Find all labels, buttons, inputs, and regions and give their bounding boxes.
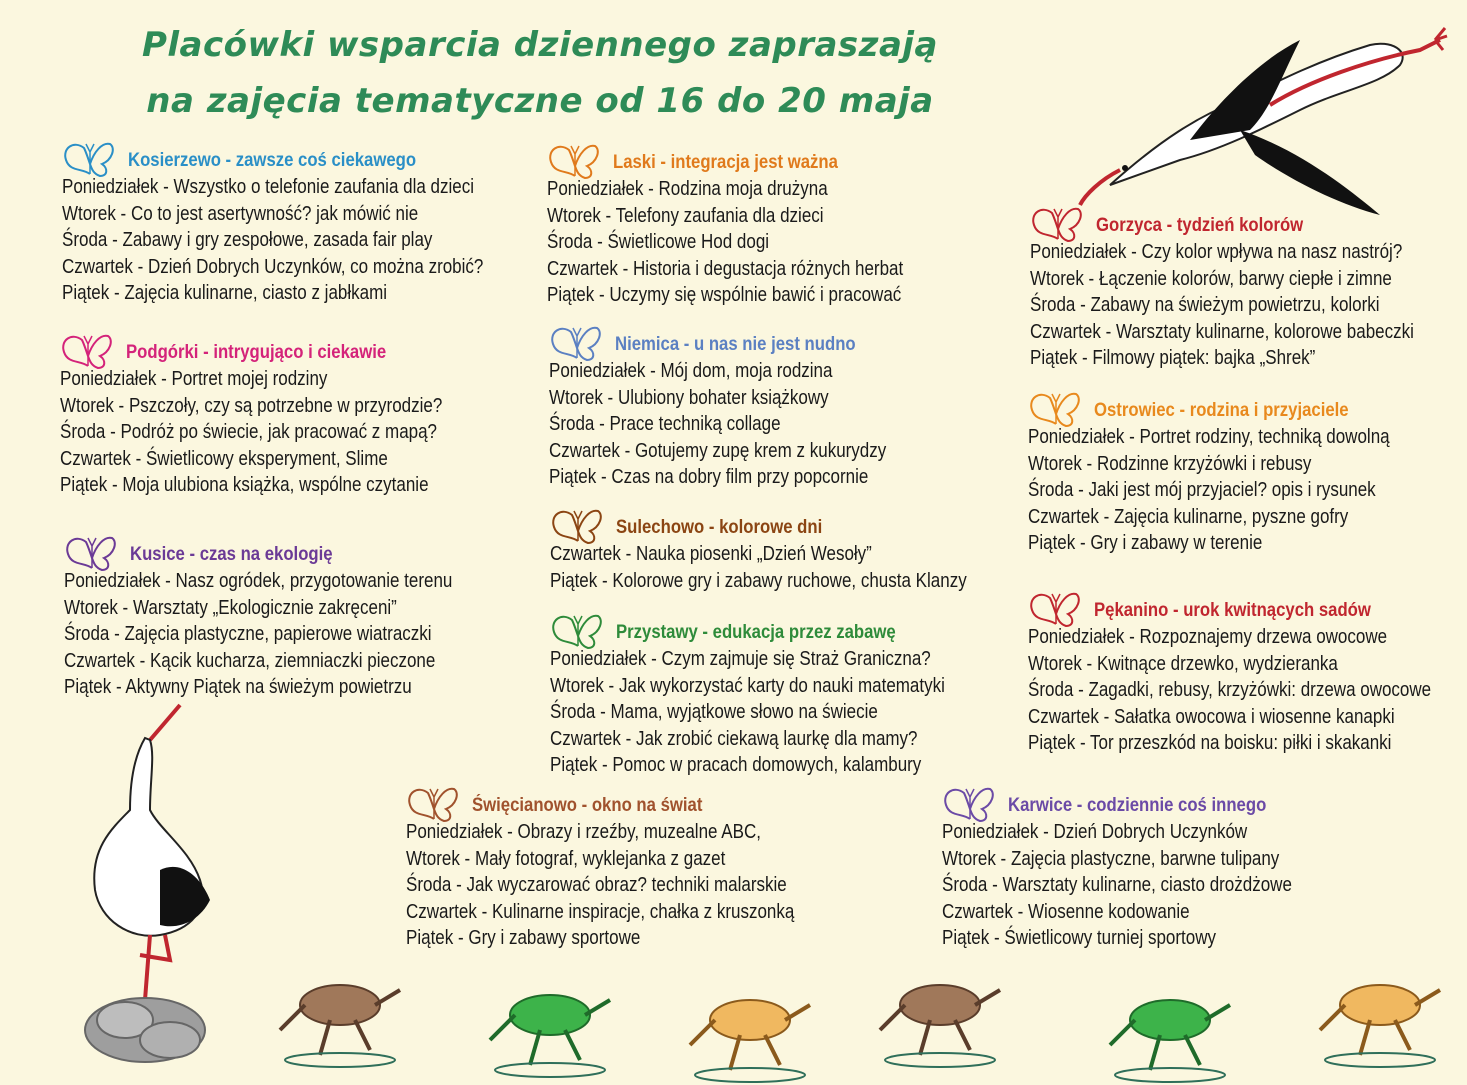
block-heading-text: Gorzyca - tydzień kolorów <box>1096 215 1304 236</box>
schedule-block <box>550 610 1015 779</box>
schedule-item: Czwartek - Historia i degustacja różnych herbat <box>547 257 904 280</box>
schedule-block <box>406 783 863 952</box>
schedule-item: Czwartek - Dzień Dobrych Uczynków, co można zrobić? <box>62 255 484 278</box>
block-heading-text: Kosierzewo - zawsze coś ciekawego <box>128 150 417 171</box>
schedule-item: Czwartek - Sałatka owocowa i wiosenne kanapki <box>1028 705 1395 728</box>
schedule-item: Wtorek - Pszczoły, czy są potrzebne w przyrodzie? <box>60 394 443 417</box>
butterfly-icon <box>1028 588 1084 628</box>
block-heading-text: Przystawy - edukacja przez zabawę <box>616 622 896 643</box>
block-heading-text: Ostrowiec - rodzina i przyjaciele <box>1094 400 1349 421</box>
block-heading <box>406 783 863 819</box>
schedule-item: Poniedziałek - Czy kolor wpływa na nasz nastrój? <box>1030 241 1403 263</box>
block-heading-text: Laski - integracja jest ważna <box>613 152 838 173</box>
butterfly-icon <box>550 610 606 650</box>
schedule-item: Poniedziałek - Rozpoznajemy drzewa owocowe <box>1028 626 1388 648</box>
block-heading <box>550 610 1015 646</box>
schedule-item: Poniedziałek - Obrazy i rzeźby, muzealne ABC, <box>406 821 761 843</box>
frog-yellow-icon <box>680 975 820 1085</box>
schedule-block <box>1028 388 1453 557</box>
butterfly-icon <box>406 783 462 823</box>
page-title-line-1: Placówki wsparcia dziennego zapraszają <box>141 25 939 65</box>
block-heading <box>62 138 558 174</box>
schedule-item: Poniedziałek - Dzień Dobrych Uczynków <box>942 821 1248 843</box>
schedule-item: Piątek - Gry i zabawy sportowe <box>406 927 641 949</box>
schedule-item: Środa - Jak wyczarować obraz? techniki malarskie <box>406 874 787 896</box>
schedule-item: Wtorek - Warsztaty „Ekologicznie zakręceni” <box>64 596 397 619</box>
schedule-item: Środa - Zabawy na świeżym powietrzu, kolorki <box>1030 294 1380 316</box>
schedule-block <box>62 138 558 307</box>
schedule-block <box>1030 203 1467 372</box>
schedule-item: Czwartek - Jak zrobić ciekawą laurkę dla mamy? <box>550 727 918 750</box>
schedule-item: Piątek - Kolorowe gry i zabawy ruchowe, chusta Klanzy <box>550 569 967 592</box>
block-heading <box>547 140 966 176</box>
schedule-item: Wtorek - Telefony zaufania dla dzieci <box>547 204 824 227</box>
schedule-item: Czwartek - Zajęcia kulinarne, pyszne gofry <box>1028 505 1349 528</box>
schedule-item: Środa - Prace techniką collage <box>549 413 781 435</box>
schedule-item: Poniedziałek - Czym zajmuje się Straż Graniczna? <box>550 648 931 670</box>
block-heading <box>1028 588 1467 624</box>
schedule-block <box>1028 588 1467 757</box>
block-heading-text: Święcianowo - okno na świat <box>472 795 703 816</box>
frog-brown-icon <box>270 960 410 1070</box>
schedule-item: Piątek - Pomoc w pracach domowych, kalambury <box>550 754 922 776</box>
schedule-item: Wtorek - Zajęcia plastyczne, barwne tulipany <box>942 847 1280 870</box>
schedule-item: Piątek - Świetlicowy turniej sportowy <box>942 927 1216 949</box>
schedule-item: Środa - Mama, wyjątkowe słowo na świecie <box>550 701 878 723</box>
schedule-item: Czwartek - Kącik kucharza, ziemniaczki pieczone <box>64 649 436 672</box>
block-heading-text: Sulechowo - kolorowe dni <box>616 517 823 538</box>
schedule-item: Czwartek - Kulinarne inspiracje, chałka z kruszonką <box>406 900 795 923</box>
flying-stork-icon <box>1040 20 1450 220</box>
schedule-item: Poniedziałek - Wszystko o telefonie zaufania dla dzieci <box>62 176 474 198</box>
frog-brown-icon <box>870 960 1010 1070</box>
block-heading <box>64 532 521 568</box>
schedule-item: Środa - Zagadki, rebusy, krzyżówki: drzewa owocowe <box>1028 679 1432 701</box>
block-heading <box>60 330 510 366</box>
frog-green-icon <box>480 970 620 1080</box>
schedule-block <box>549 322 946 491</box>
schedule-item: Piątek - Moja ulubiona książka, wspólne czytanie <box>60 474 429 496</box>
frog-green-icon <box>1100 975 1240 1085</box>
butterfly-icon <box>62 138 118 178</box>
butterfly-icon <box>1028 388 1084 428</box>
butterfly-icon <box>64 532 120 572</box>
schedule-item: Piątek - Aktywny Piątek na świeżym powietrzu <box>64 676 412 698</box>
schedule-block <box>64 532 521 701</box>
schedule-item: Poniedziałek - Portret mojej rodziny <box>60 368 328 390</box>
schedule-item: Wtorek - Co to jest asertywność? jak mówić nie <box>62 202 419 225</box>
schedule-item: Środa - Zabawy i gry zespołowe, zasada fair play <box>62 229 433 251</box>
schedule-item: Wtorek - Łączenie kolorów, barwy ciepłe i zimne <box>1030 267 1392 290</box>
schedule-item: Środa - Jaki jest mój przyjaciel? opis i rysunek <box>1028 479 1376 501</box>
schedule-item: Wtorek - Jak wykorzystać karty do nauki matematyki <box>550 674 945 697</box>
butterfly-icon <box>549 322 605 362</box>
frog-yellow-icon <box>1310 960 1450 1070</box>
schedule-item: Piątek - Czas na dobry film przy popcornie <box>549 466 869 488</box>
schedule-block <box>547 140 966 309</box>
block-heading-text: Podgórki - intrygująco i ciekawie <box>126 342 387 363</box>
butterfly-icon <box>942 783 998 823</box>
schedule-item: Czwartek - Wiosenne kodowanie <box>942 900 1190 923</box>
schedule-item: Piątek - Gry i zabawy w terenie <box>1028 532 1263 554</box>
schedule-item: Piątek - Filmowy piątek: bajka „Shrek” <box>1030 347 1316 369</box>
block-heading <box>1028 388 1453 424</box>
standing-stork-icon <box>50 700 230 1070</box>
schedule-item: Czwartek - Warsztaty kulinarne, kolorowe babeczki <box>1030 320 1414 343</box>
block-heading-text: Pękanino - urok kwitnących sadów <box>1094 600 1371 621</box>
schedule-item: Poniedziałek - Mój dom, moja rodzina <box>549 360 833 382</box>
butterfly-icon <box>547 140 603 180</box>
schedule-item: Środa - Zajęcia plastyczne, papierowe wiatraczki <box>64 623 432 645</box>
block-heading <box>550 505 1040 541</box>
schedule-item: Wtorek - Rodzinne krzyżówki i rebusy <box>1028 452 1312 475</box>
schedule-item: Środa - Warsztaty kulinarne, ciasto drożdżowe <box>942 874 1292 896</box>
schedule-item: Wtorek - Ulubiony bohater książkowy <box>549 386 829 409</box>
schedule-item: Piątek - Zajęcia kulinarne, ciasto z jabłkami <box>62 282 388 304</box>
schedule-block <box>942 783 1354 952</box>
block-heading <box>942 783 1354 819</box>
page-title-line-2: na zajęcia tematyczne od 16 do 20 maja <box>146 81 934 121</box>
schedule-item: Wtorek - Mały fotograf, wyklejanka z gazet <box>406 847 726 870</box>
schedule-item: Czwartek - Świetlicowy eksperyment, Slime <box>60 447 388 470</box>
schedule-item: Poniedziałek - Rodzina moja drużyna <box>547 178 828 200</box>
schedule-item: Piątek - Uczymy się wspólnie bawić i pracować <box>547 284 902 306</box>
schedule-item: Wtorek - Kwitnące drzewko, wydzieranka <box>1028 652 1338 675</box>
block-heading-text: Kusice - czas na ekologię <box>130 544 333 565</box>
butterfly-icon <box>550 505 606 545</box>
block-heading-text: Niemica - u nas nie jest nudno <box>615 334 856 355</box>
schedule-item: Poniedziałek - Nasz ogródek, przygotowanie terenu <box>64 570 453 592</box>
schedule-item: Piątek - Tor przeszkód na boisku: piłki i skakanki <box>1028 732 1392 754</box>
block-heading-text: Karwice - codziennie coś innego <box>1008 795 1267 816</box>
schedule-item: Czwartek - Nauka piosenki „Dzień Wesoły” <box>550 543 872 565</box>
schedule-item: Poniedziałek - Portret rodziny, techniką dowolną <box>1028 426 1390 448</box>
schedule-block <box>60 330 510 499</box>
schedule-item: Środa - Podróż po świecie, jak pracować z mapą? <box>60 421 438 443</box>
block-heading <box>549 322 946 358</box>
schedule-block <box>550 505 1040 594</box>
schedule-item: Środa - Świetlicowe Hod dogi <box>547 231 770 253</box>
butterfly-icon <box>60 330 116 370</box>
frogs-row <box>260 960 1450 1075</box>
schedule-item: Czwartek - Gotujemy zupę krem z kukurydzy <box>549 439 887 462</box>
